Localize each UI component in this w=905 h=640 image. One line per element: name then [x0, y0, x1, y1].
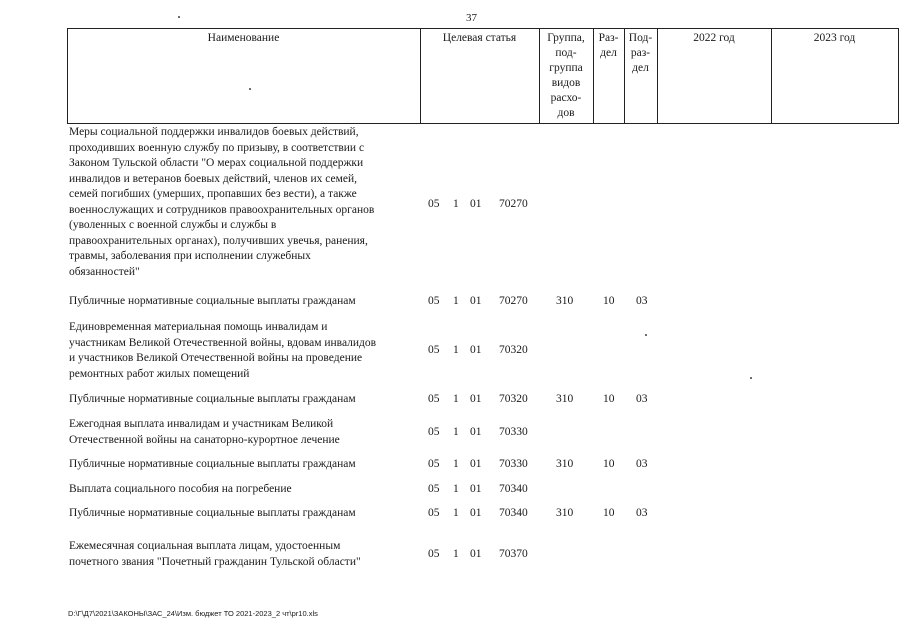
- code-direction: 70370: [499, 548, 528, 560]
- code-main-event: 01: [470, 548, 482, 560]
- code-main-event: 01: [470, 295, 482, 307]
- code-program: 05: [428, 548, 440, 560]
- code-program: 05: [428, 393, 440, 405]
- scan-speck: [750, 377, 752, 379]
- code-main-event: 01: [470, 198, 482, 210]
- page-number: 37: [466, 12, 477, 24]
- code-section: 10: [603, 295, 615, 307]
- row-name: Ежегодная выплата инвалидам и участникам Великой Отечественной войны на санаторно-курортное лечение: [69, 418, 340, 446]
- code-subsection: 03: [636, 458, 648, 470]
- scan-speck: [645, 334, 647, 336]
- row-name: Публичные нормативные социальные выплаты гражданам: [69, 295, 356, 307]
- code-subsection: 03: [636, 507, 648, 519]
- code-subprogram: 1: [453, 295, 459, 307]
- header-2023: 2023 год: [813, 32, 856, 44]
- code-program: 05: [428, 483, 440, 495]
- code-subprogram: 1: [453, 198, 459, 210]
- code-program: 05: [428, 198, 440, 210]
- code-subprogram: 1: [453, 393, 459, 405]
- code-section: 10: [603, 393, 615, 405]
- row-name: Публичные нормативные социальные выплаты гражданам: [69, 458, 356, 470]
- file-path-footer: D:\Г\Д7\2021\ЗАКОНЫ\ЗАС_24\Изм. бюджет ТО 2021-2023_2 чт\pr10.xls: [68, 609, 318, 618]
- code-section: 10: [603, 458, 615, 470]
- code-direction: 70340: [499, 507, 528, 519]
- scan-speck: [249, 88, 251, 90]
- code-group: 310: [556, 458, 574, 470]
- code-subprogram: 1: [453, 483, 459, 495]
- header-group: Группа, под- группа видов расхо- дов: [547, 32, 585, 119]
- code-direction: 70270: [499, 198, 528, 210]
- row-name: Меры социальной поддержки инвалидов боевых действий, проходивших военную службу по призыву, в соответствии с Законом Тульской области "О мерах социальной поддержки инвалидов и ветеранов боевых действий, членов их семей, семей погибших (умерших, пропавших без вести), а также военнослужащих и сотрудников правоохранительных органов (уволенных с военной службы и службы в правоохранительных органах), получивших увечья, ранения, травмы, заболевания при исполнении служебных обязанностей": [69, 126, 375, 278]
- code-program: 05: [428, 426, 440, 438]
- header-name: Наименование: [207, 32, 280, 44]
- code-program: 05: [428, 507, 440, 519]
- code-subprogram: 1: [453, 548, 459, 560]
- code-subprogram: 1: [453, 344, 459, 356]
- code-section: 10: [603, 507, 615, 519]
- code-subsection: 03: [636, 393, 648, 405]
- code-direction: 70270: [499, 295, 528, 307]
- code-main-event: 01: [470, 507, 482, 519]
- code-direction: 70330: [499, 458, 528, 470]
- code-direction: 70320: [499, 393, 528, 405]
- code-subsection: 03: [636, 295, 648, 307]
- header-2022: 2022 год: [693, 32, 735, 44]
- header-section: Раз- дел: [598, 32, 619, 59]
- row-name: Выплата социального пособия на погребение: [69, 483, 292, 495]
- scan-speck: [178, 16, 180, 18]
- code-program: 05: [428, 295, 440, 307]
- code-group: 310: [556, 393, 574, 405]
- row-name: Единовременная материальная помощь инвалидам и участникам Великой Отечественной войны, вдовам инвалидов и участников Великой Отечественной войны на проведение ремонтных работ жилых помещений: [69, 321, 377, 380]
- code-group: 310: [556, 295, 574, 307]
- code-main-event: 01: [470, 344, 482, 356]
- header-target: Целевая статья: [442, 32, 517, 44]
- code-main-event: 01: [470, 426, 482, 438]
- row-name: Публичные нормативные социальные выплаты гражданам: [69, 393, 356, 405]
- header-subsection: Под- раз- дел: [628, 32, 653, 74]
- code-main-event: 01: [470, 393, 482, 405]
- code-subprogram: 1: [453, 507, 459, 519]
- code-program: 05: [428, 458, 440, 470]
- row-name: Публичные нормативные социальные выплаты гражданам: [69, 507, 356, 519]
- code-group: 310: [556, 507, 574, 519]
- code-main-event: 01: [470, 458, 482, 470]
- code-subprogram: 1: [453, 458, 459, 470]
- code-program: 05: [428, 344, 440, 356]
- code-subprogram: 1: [453, 426, 459, 438]
- code-main-event: 01: [470, 483, 482, 495]
- row-name: Ежемесячная социальная выплата лицам, удостоенным почетного звания "Почетный гражданин Тульской области": [69, 540, 361, 568]
- code-direction: 70330: [499, 426, 528, 438]
- code-direction: 70320: [499, 344, 528, 356]
- code-direction: 70340: [499, 483, 528, 495]
